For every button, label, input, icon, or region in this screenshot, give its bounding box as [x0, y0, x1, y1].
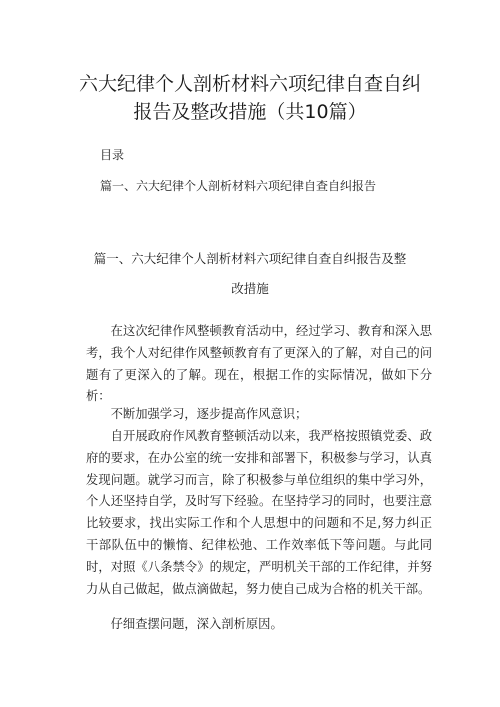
paragraph-3: 自开展政府作风教育整顿活动以来，我严格按照镇党委、政府的要求，在办公室的统一安排和部署下，积极参与学习，认真发现问题。就学习而言，除了积极参与单位组织的集中学习外，个人还坚持自学，及时写下经验。在坚持学习的同时，也要注意比较要求，找出实际工作和个人思想中的问题和不足,努力纠正干部队伍中的懒惰、纪律松弛、工作效率低下等问题。与此同时，对照《八条禁令》的规定，严明机关干部的工作纪律，并努力从自己做起，做点滴做起，努力使自己成为合格的机关干部。: [86, 429, 432, 596]
document-title: [60, 70, 440, 126]
toc-item: 篇一、六大纪律个人剖析材料六项纪律自查自纠报告: [100, 179, 377, 193]
section-title: [80, 244, 420, 304]
title-line-2: 报告及整改措施（共10篇）: [133, 101, 367, 123]
paragraph-2: 不断加强学习，逐步提高作风意识；: [110, 407, 308, 421]
toc-heading: 目录: [100, 148, 125, 162]
paragraph-1: 在这次纪律作风整顿教育活动中，经过学习、教育和深入思考，我个人对纪律作风整顿教育有了更深入的了解，对自己的问题有了更深入的了解。现在，根据工作的实际情况，做如下分析：: [86, 324, 432, 404]
paragraph-4: 仔细查摆问题，深入剖析原因。: [110, 617, 283, 631]
section-title-line-1: 篇一、六大纪律个人剖析材料六项纪律自查自纠报告及整: [93, 251, 407, 266]
title-line-1: 六大纪律个人剖析材料六项纪律自查自纠: [78, 73, 421, 95]
section-title-line-2: 改措施: [231, 281, 269, 296]
